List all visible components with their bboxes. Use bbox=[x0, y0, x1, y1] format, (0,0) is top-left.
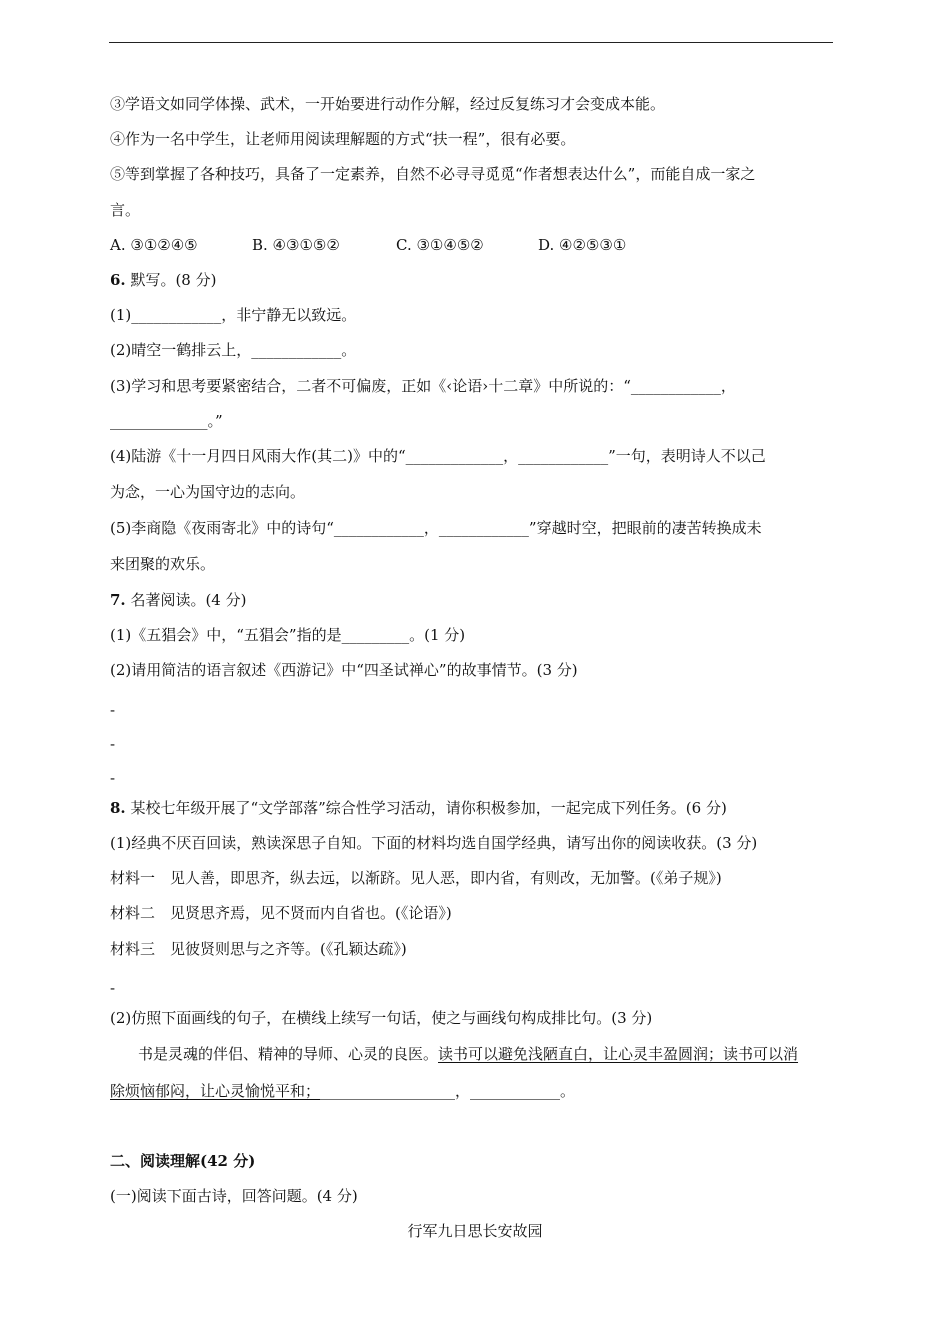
q7-part-2: (2)请用简洁的语言叙述《西游记》中“四圣试禅心”的故事情节。(3 分) bbox=[110, 661, 578, 679]
q5-sentence-3: ③学语文如同学体操、武术，一开始要进行动作分解，经过反复练习才会变成本能。 bbox=[110, 95, 666, 113]
q6-title: 默写。(8 分) bbox=[125, 271, 217, 289]
q6-part-5-line1: (5)李商隐《夜雨寄北》中的诗句“____________，____________”穿越时空，把眼前的凄苦转换成未 bbox=[110, 519, 762, 537]
q8-underlined-sentence: 读书可以避免浅陋直白，让心灵丰盈圆润；读书可以消 bbox=[438, 1045, 799, 1063]
q5-sentence-4: ④作为一名中学生，让老师用阅读理解题的方式“扶一程”，很有必要。 bbox=[110, 130, 576, 148]
q8-material-2: 材料二 见贤思齐焉，见不贤而内自省也。(《论语》) bbox=[110, 904, 452, 922]
q6-number: 6. bbox=[110, 271, 126, 289]
q5-option-a: A. ③①②④⑤ bbox=[110, 236, 198, 254]
q6-part-2: (2)晴空一鹤排云上，____________。 bbox=[110, 341, 357, 359]
q7-title: 名著阅读。(4 分) bbox=[125, 591, 247, 609]
q6-part-4-line1: (4)陆游《十一月四日风雨大作(其二)》中的“_____________，____________”一句，表明诗人不以己 bbox=[110, 447, 766, 465]
q7-number: 7. bbox=[110, 591, 126, 609]
q6-heading bbox=[110, 270, 216, 290]
q8-answer-blank: - bbox=[110, 979, 116, 997]
q8-material-3: 材料三 见彼贤则思与之齐等。(《孔颖达疏》) bbox=[110, 940, 407, 958]
section-2-title: 二、阅读理解(42 分) bbox=[110, 1152, 256, 1170]
q6-part-1: (1)____________，非宁静无以致远。 bbox=[110, 306, 357, 324]
q8-passage-line2 bbox=[110, 1081, 575, 1101]
q7-heading bbox=[110, 590, 246, 610]
section-2-subtitle: (一)阅读下面古诗，回答问题。(4 分) bbox=[110, 1187, 358, 1205]
q6-part-3-line1: (3)学习和思考要紧密结合，二者不可偏废，正如《‹论语›十二章》中所说的：“____________， bbox=[110, 377, 736, 395]
q8-part-2: (2)仿照下面画线的句子，在横线上续写一句话，使之与画线句构成排比句。(3 分) bbox=[110, 1009, 653, 1027]
q5-option-d: D. ④②⑤③① bbox=[538, 236, 627, 254]
q5-options bbox=[110, 235, 626, 255]
q5-option-b: B. ④③①⑤② bbox=[252, 236, 340, 254]
q6-part-5-line2: 来团聚的欢乐。 bbox=[110, 555, 216, 573]
q8-material-1: 材料一 见人善，即思齐，纵去远，以渐跻。见人恶，即内省，有则改，无加警。(《弟子规》) bbox=[110, 869, 722, 887]
q5-option-c: C. ③①④⑤② bbox=[396, 236, 484, 254]
q6-part-4-line2: 为念，一心为国守边的志向。 bbox=[110, 483, 306, 501]
q8-underlined-sentence-cont: 除烦恼郁闷，让心灵愉悦平和； bbox=[110, 1082, 321, 1100]
q8-passage-line1 bbox=[138, 1044, 798, 1064]
q8-passage-lead: 书是灵魂的伴侣、精神的导师、心灵的良医。 bbox=[138, 1045, 439, 1063]
poem-title: 行军九日思长安故园 bbox=[407, 1222, 543, 1240]
q8-heading bbox=[110, 798, 727, 818]
q8-title: 某校七年级开展了“文学部落”综合性学习活动，请你积极参加，一起完成下列任务。(6 分) bbox=[125, 799, 727, 817]
q8-passage-blanks: __________________，____________。 bbox=[320, 1082, 576, 1100]
q6-part-3-line2: _____________。” bbox=[110, 412, 223, 430]
q7-answer-blank: - bbox=[110, 735, 116, 753]
q8-number: 8. bbox=[110, 799, 126, 817]
q5-sentence-5-line2: 言。 bbox=[110, 201, 141, 219]
header-rule bbox=[109, 42, 833, 43]
q5-sentence-5-line1: ⑤等到掌握了各种技巧，具备了一定素养，自然不必寻寻觅觅“作者想表达什么”，而能自成一家之 bbox=[110, 165, 756, 183]
q7-answer-blank: - bbox=[110, 701, 116, 719]
q8-part-1: (1)经典不厌百回读，熟读深思子自知。下面的材料均选自国学经典，请写出你的阅读收获。(3 分) bbox=[110, 834, 758, 852]
q7-answer-blank: - bbox=[110, 769, 116, 787]
q7-part-1: (1)《五猖会》中，“五猖会”指的是_________。(1 分) bbox=[110, 626, 466, 644]
